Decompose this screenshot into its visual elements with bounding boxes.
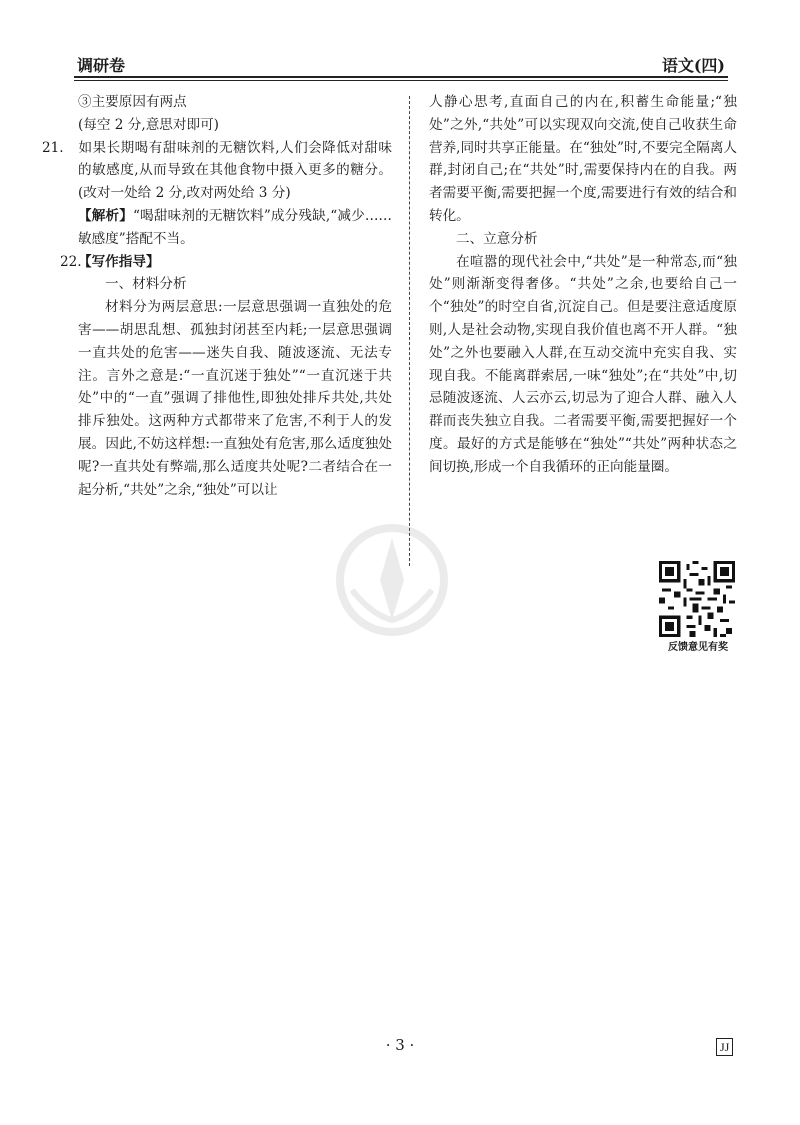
question-22	[60, 251, 392, 274]
analysis-tag: 【解析】	[78, 207, 133, 224]
header-rule-thick	[74, 76, 728, 78]
header-rule-thin	[74, 80, 728, 81]
qr-caption: 反馈意见有奖	[668, 642, 728, 653]
qr-code-icon[interactable]	[659, 561, 735, 637]
column-divider	[409, 96, 410, 566]
watermark-logo-icon	[332, 520, 452, 640]
left-column	[42, 91, 393, 501]
question-number: 22.	[60, 253, 82, 270]
score-note: (每空 2 分,意思对即可)	[78, 116, 219, 133]
right-column	[429, 91, 737, 479]
question-21	[42, 137, 392, 205]
header-title: 调研卷	[77, 56, 126, 75]
analysis-text: “喝甜味剂的无糖饮料”成分残缺,“减少……敏感度”搭配不当。	[78, 207, 393, 247]
writing-guide-tag: 【写作指导】	[78, 253, 160, 270]
question-21-analysis	[60, 205, 392, 251]
question-number: 21.	[42, 139, 64, 156]
section-heading-material: 一、材料分析	[105, 276, 187, 293]
question-21-answer: 如果长期喝有甜味剂的无糖饮料,人们会降低对甜味的敏感度,从而导致在其他食物中摄入更多的糖分。(改对一处给 2 分,改对两处给 3 分)	[78, 139, 392, 202]
header-subject: 语文(四)	[661, 56, 725, 75]
theme-analysis-paragraph: 在喧嚣的现代社会中,“共处”是一种常态,而“独处”则渐渐变得奢侈。“共处”之余,也要给自己一个“独处”的时空自省,沉淀自己。但是要注意适度原则,人是社会动物,实现自我价值也离不开人群。“独处”之外也要融入人群,在互动交流中充实自我、实现自我。不能离群索居,一味“独处”;在“共处”中,切忌随波逐流、人云亦云,切忌为了迎合人群、融入人群而丧失独立自我。二者需要平衡,需要把握好一个度。最好的方式是能够在“独处”“共处”两种状态之间切换,形成一个自我循环的正向能量圈。	[429, 253, 737, 475]
section-heading-theme: 二、立意分析	[456, 230, 538, 247]
answer-item-3: ③主要原因有两点	[78, 94, 187, 110]
material-analysis-paragraph: 材料分为两层意思:一层意思强调一直独处的危害——胡思乱想、孤独封闭甚至内耗;一层意思强调一直共处的危害——迷失自我、随波逐流、无法专注。言外之意是:“一直沉迷于独处”“一直沉迷于共处”中的“一直”强调了排他性,即独处排斥共处,共处排斥独处。这两种方式都带来了危害,不利于人的发展。因此,不妨这样想:一直独处有危害,那么适度独处呢?一直共处有弊端,那么适度共处呢?二者结合在一起分析,“共处”之余,“独处”可以让	[78, 299, 392, 498]
material-analysis-continued: 人静心思考,直面自己的内在,积蓄生命能量;“独处”之外,“共处”可以实现双向交流,使自己收获生命营养,同时共享正能量。在“独处”时,不要完全隔离人群,封闭自己;在“共处”时,需要保持内在的自我。两者需要平衡,需要把握一个度,需要进行有效的结合和转化。	[429, 94, 738, 224]
version-code-badge: JJ	[716, 1038, 733, 1056]
page-number: · 3 ·	[385, 1036, 415, 1054]
